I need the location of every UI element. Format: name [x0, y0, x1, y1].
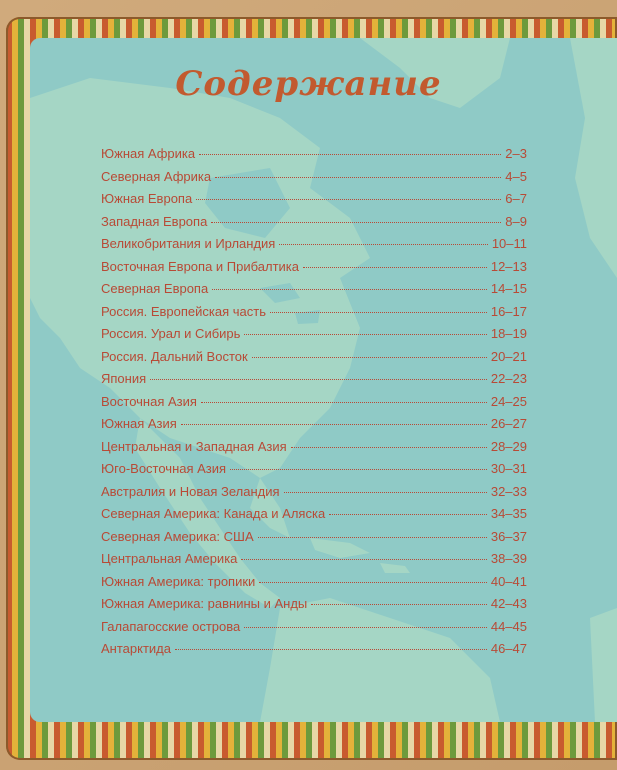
toc-entry-label: Центральная Америка — [101, 551, 238, 566]
toc-leader-dots — [230, 469, 487, 470]
toc-leader-dots — [291, 447, 487, 448]
toc-leader-dots — [241, 559, 486, 560]
toc-entry-pages: 16–17 — [490, 303, 527, 319]
toc-entry[interactable] — [101, 439, 527, 462]
toc-entry-label: Восточная Европа и Прибалтика — [101, 258, 299, 274]
toc-entry-pages: 14–15 — [490, 281, 527, 296]
toc-entry[interactable] — [101, 551, 527, 574]
toc-leader-dots — [215, 177, 501, 178]
toc-leader-dots — [258, 537, 487, 538]
toc-entry[interactable] — [101, 236, 527, 259]
toc-entry-label: Галапагосские острова — [101, 618, 241, 634]
toc-leader-dots — [150, 379, 487, 380]
toc-entry[interactable] — [101, 574, 527, 597]
toc-entry-pages: 28–29 — [490, 438, 527, 454]
toc-entry-label: Северная Америка: США — [101, 528, 254, 544]
toc-entry[interactable] — [101, 394, 527, 417]
toc-entry-pages: 6–7 — [505, 191, 527, 206]
toc-entry[interactable] — [101, 619, 527, 642]
toc-entry[interactable] — [101, 169, 527, 192]
toc-entry-pages: 44–45 — [490, 618, 527, 634]
toc-entry-label: Северная Америка: Канада и Аляска — [101, 506, 326, 521]
toc-entry[interactable] — [101, 259, 527, 282]
toc-entry-pages: 26–27 — [490, 416, 527, 431]
toc-entry-label: Великобритания и Ирландия — [101, 236, 276, 251]
toc-entry-label: Россия. Европейская часть — [101, 303, 267, 319]
toc-leader-dots — [259, 582, 487, 583]
toc-entry-pages: 8–9 — [505, 213, 527, 229]
toc-entry-label: Япония — [101, 371, 147, 386]
toc-entry-pages: 2–3 — [505, 146, 527, 161]
toc-entry-label: Северная Европа — [101, 281, 209, 296]
toc-entry[interactable] — [101, 529, 527, 552]
toc-leader-dots — [284, 492, 487, 493]
toc-entry-pages: 32–33 — [490, 483, 527, 499]
toc-entry[interactable] — [101, 506, 527, 529]
toc-entry-pages: 12–13 — [490, 258, 527, 274]
toc-entry-label: Россия. Дальний Восток — [101, 348, 248, 364]
toc-leader-dots — [329, 514, 487, 515]
toc-leader-dots — [175, 649, 487, 650]
toc-entry-pages: 34–35 — [490, 506, 527, 521]
toc-leader-dots — [212, 289, 487, 290]
toc-leader-dots — [279, 244, 487, 245]
toc-entry-label: Австралия и Новая Зеландия — [101, 483, 280, 499]
toc-entry[interactable] — [101, 416, 527, 439]
toc-entry-label: Южная Африка — [101, 146, 196, 161]
toc-entry-label: Россия. Урал и Сибирь — [101, 326, 241, 341]
page-title: Содержание — [175, 64, 442, 104]
toc-entry-pages: 20–21 — [490, 348, 527, 364]
toc-entry[interactable] — [101, 326, 527, 349]
toc-leader-dots — [181, 424, 487, 425]
toc-entry[interactable] — [101, 304, 527, 327]
toc-entry-pages: 10–11 — [491, 236, 527, 251]
toc-entry-label: Северная Африка — [101, 168, 212, 184]
toc-leader-dots — [311, 604, 487, 605]
toc-entry-pages: 4–5 — [505, 168, 527, 184]
toc-leader-dots — [244, 334, 486, 335]
toc-leader-dots — [303, 267, 487, 268]
toc-entry-label: Восточная Азия — [101, 393, 197, 409]
toc-entry[interactable] — [101, 146, 527, 169]
toc-entry-label: Южная Азия — [101, 416, 177, 431]
toc-leader-dots — [252, 357, 487, 358]
toc-entry[interactable] — [101, 349, 527, 372]
toc-entry-pages: 18–19 — [490, 326, 527, 341]
toc-entry[interactable] — [101, 641, 527, 664]
toc-entry[interactable] — [101, 214, 527, 237]
toc-entry[interactable] — [101, 191, 527, 214]
toc-entry-pages: 36–37 — [490, 528, 527, 544]
toc-leader-dots — [270, 312, 487, 313]
land-africa — [590, 608, 617, 722]
toc-leader-dots — [196, 199, 501, 200]
toc-entry-label: Антарктида — [101, 641, 171, 656]
toc-entry-label: Южная Америка: тропики — [101, 573, 256, 589]
table-of-contents — [101, 146, 527, 664]
toc-entry-pages: 24–25 — [490, 393, 527, 409]
toc-entry[interactable] — [101, 596, 527, 619]
toc-leader-dots — [201, 402, 487, 403]
toc-entry[interactable] — [101, 281, 527, 304]
toc-leader-dots — [199, 154, 501, 155]
toc-entry[interactable] — [101, 484, 527, 507]
toc-entry-label: Южная Америка: равнины и Анды — [101, 596, 308, 611]
toc-entry-pages: 42–43 — [490, 596, 527, 611]
toc-leader-dots — [244, 627, 487, 628]
toc-entry[interactable] — [101, 461, 527, 484]
toc-leader-dots — [211, 222, 501, 223]
toc-entry-pages: 40–41 — [490, 573, 527, 589]
toc-entry-label: Центральная и Западная Азия — [101, 438, 287, 454]
toc-entry-label: Юго-Восточная Азия — [101, 461, 227, 476]
toc-entry-pages: 22–23 — [490, 371, 527, 386]
toc-entry-label: Западная Европа — [101, 213, 208, 229]
toc-entry[interactable] — [101, 371, 527, 394]
toc-entry-pages: 46–47 — [490, 641, 527, 656]
toc-entry-pages: 38–39 — [490, 551, 527, 566]
toc-entry-pages: 30–31 — [490, 461, 527, 476]
toc-entry-label: Южная Европа — [101, 191, 193, 206]
